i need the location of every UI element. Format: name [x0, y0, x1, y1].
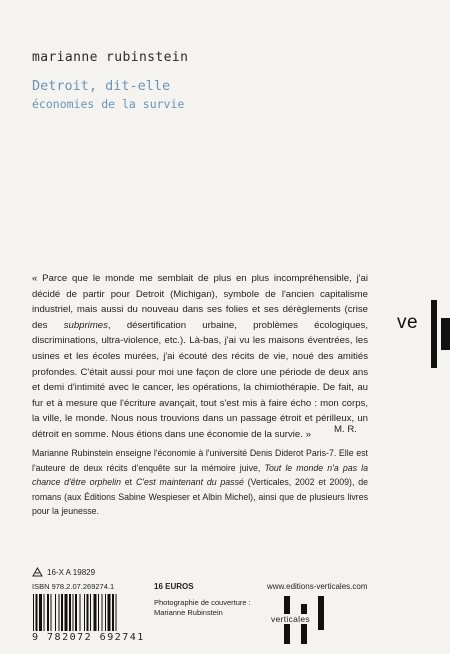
barcode-bar: [59, 594, 60, 631]
barcode-bar: [51, 594, 52, 631]
publisher-logo: [270, 596, 330, 644]
bio-text: Marianne Rubinstein enseigne l'économie à l'université Denis Diderot Paris-7. Elle est l'auteure de deux récits d'enquête sur la mémoire juive,: [32, 448, 368, 473]
logo-bar: [318, 596, 324, 630]
publisher-logo-text: verticales: [271, 614, 310, 624]
barcode-bar: [102, 594, 103, 631]
barcode-bar: [112, 594, 114, 631]
barcode-bar: [36, 594, 38, 631]
quote-text-part1: « Parce que le monde me semblait de plus en plus incompréhensible, j'ai décidé de partir pour Detroit (Michigan), symbole de l'ancien capitalisme industriel, mais aussi du nouveau dans ses folies et ses dérèglements (crise des: [32, 273, 368, 331]
quote-emphasis: subprimes: [63, 319, 108, 331]
barcode-bar: [87, 594, 89, 631]
barcode-bar: [33, 594, 34, 631]
photo-credit-label: Photographie de couverture :: [154, 598, 251, 607]
barcode-bar: [55, 594, 56, 631]
side-logo-text: ve: [397, 312, 419, 333]
barcode-bar: [69, 594, 71, 631]
author-bio: [32, 446, 368, 519]
barcode-bar: [61, 594, 63, 631]
barcode-bar: [39, 594, 42, 631]
barcode-bar: [47, 594, 49, 631]
photo-credit-name: Marianne Rubinstein: [154, 608, 223, 617]
barcode-bar: [44, 594, 45, 631]
photo-credit: [154, 598, 251, 618]
stock-code-text: 16-X A 19829: [47, 567, 96, 577]
barcode-bar: [75, 594, 77, 631]
bio-book-title-1: Tout le monde n'a pas la chance d'être orphelin: [32, 462, 368, 487]
quote-text-part2: , désertification urbaine, problèmes écologiques, discriminations, ultra-violence, etc.). Là-bas, j'ai vu les maisons éventrées, les usines et les écoles murées, j'ai écouté des récits de vie, noué des amitiés profondes. C'était aussi pour moi une façon de clore une période de deux ans et demi d'intimité avec le cancer, les opérations, la chimiothérapie. De fait, au fur et à mesure que l'écriture avançait, tout s'est mis à faire écho : mon corps, la ville, le monde. Nous nous trouvions dans un passage étroit et périlleux, un détroit en somme. Nous étions dans une économie de la survie. »: [32, 319, 368, 440]
bio-book-title-2: C'est maintenant du passé: [135, 477, 244, 487]
logo-bar: [441, 318, 450, 350]
isbn: ISBN 978.2.07.269274.1: [32, 582, 115, 591]
recycle-icon: [32, 567, 43, 577]
barcode-bar: [108, 594, 111, 631]
logo-bar: [431, 300, 437, 368]
bio-text: et: [121, 477, 136, 487]
author-name: marianne rubinstein: [32, 50, 189, 65]
stock-code: [32, 567, 95, 577]
side-publisher-logo: [397, 300, 450, 368]
barcode-bar: [84, 594, 85, 631]
barcode-bar: [80, 594, 81, 631]
barcode-bar: [73, 594, 74, 631]
barcode-bar: [94, 594, 97, 631]
book-title: Detroit, dit-elle: [32, 78, 171, 94]
barcode-bar: [116, 594, 117, 631]
bio-text: (Verticales, 2002 et 2009), de romans (aux Éditions Sabine Wespieser et Albin Michel), ainsi que de plusieurs livres pour la jeunesse.: [32, 477, 368, 516]
barcode: [32, 594, 144, 636]
barcode-bar: [90, 594, 91, 631]
barcode-bar: [105, 594, 106, 631]
barcode-bar: [65, 594, 68, 631]
price: 16 EUROS: [154, 582, 194, 591]
back-cover-quote: [32, 271, 368, 443]
quote-signature: M. R.: [334, 424, 357, 435]
publisher-website: www.editions-verticales.com: [267, 582, 368, 591]
barcode-number: 9 782072 692741: [32, 632, 145, 643]
logo-bar: [301, 604, 307, 644]
barcode-bar: [98, 594, 99, 631]
book-subtitle: économies de la survie: [32, 97, 185, 111]
